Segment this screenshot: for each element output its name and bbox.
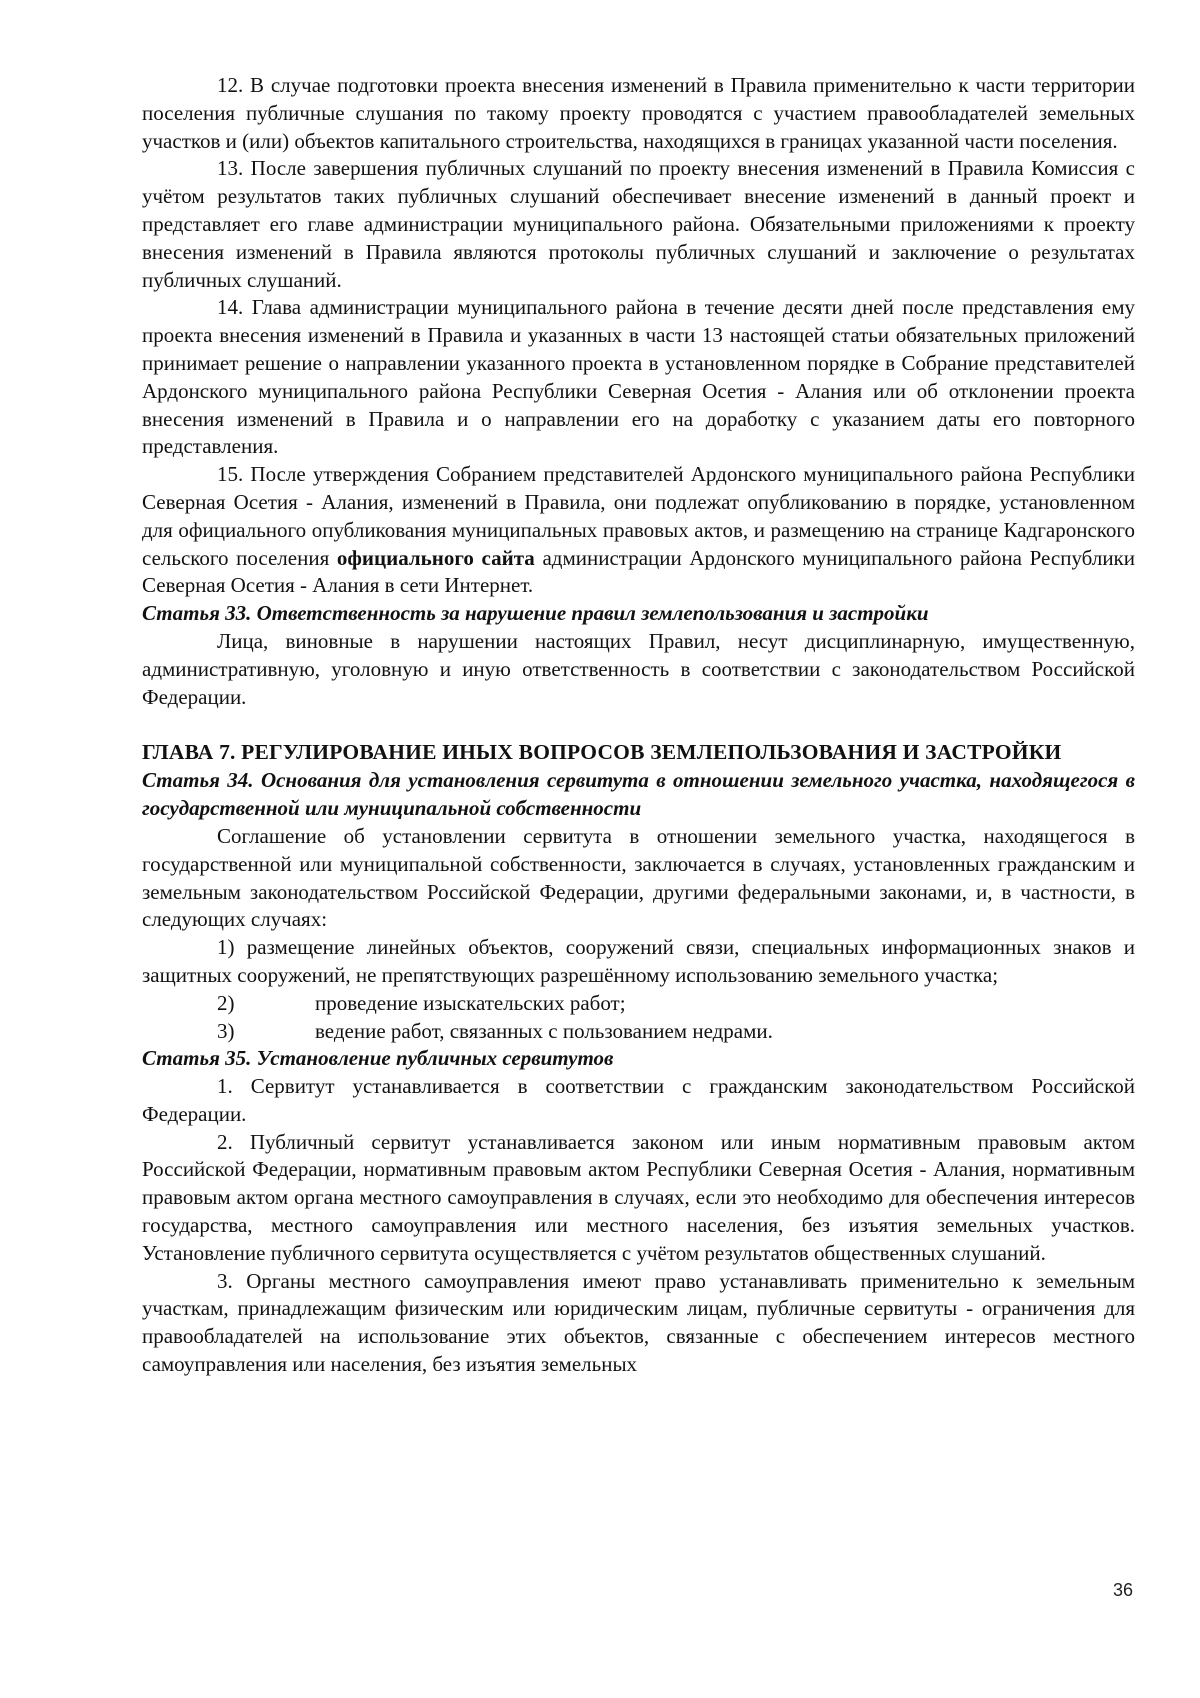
item-number: 3)	[217, 1018, 235, 1043]
article-34-title: Статья 34. Основания для установления сервитута в отношении земельного участка, находящегося в государственной или муниципальной собственности	[142, 768, 1135, 821]
item-number: 2)	[217, 990, 235, 1015]
paragraph-14: 14. Глава администрации муниципального района в течение десяти дней после представления ему проекта внесения изменений в Правила и указанных в части 13 настоящей статьи обязательных приложений принимает решение о направлении указанного проекта в установленном порядке в Собрание представителей Ардонского муниципального района Республики Северная Осетия - Алания или об отклонении проекта внесения изменений в Правила и о направлении его на доработку с указанием даты его повторного представления.	[142, 295, 1135, 459]
article-35-paragraph-2: 2. Публичный сервитут устанавливается законом или иным нормативным правовым актом Российской Федерации, нормативным правовым актом Республики Северная Осетия - Алания, нормативным правовым актом органа местного самоуправления в случаях, если это необходимо для обеспечения интересов государства, местного самоуправления или местного населения, без изъятия земельных участков. Установление публичного сервитута осуществляется с учётом результатов общественных слушаний.	[142, 1129, 1135, 1265]
paragraph-15	[142, 461, 1135, 600]
paragraph-15-text-2: администрации Ардонского муниципального района Республики Северная Осетия - Алания в сети Интернет.	[142, 545, 1135, 598]
article-33-paragraph: Лица, виновные в нарушении настоящих Правил, несут дисциплинарную, имущественную, административную, уголовную и иную ответственность в соответствии с законодательством Российской Федерации.	[142, 628, 1135, 709]
article-35-paragraph-1: 1. Сервитут устанавливается в соответствии с гражданским законодательством Российской Федерации.	[142, 1074, 1135, 1126]
paragraph-15-text-1: 15. После утверждения Собранием представителей Ардонского муниципального района Республики Северная Осетия - Алания, изменений в Правила, они подлежат опубликованию в порядке, установленном для официального опубликования муниципальных правовых актов, и размещению на странице Кадгаронского сельского поселения	[142, 462, 1135, 570]
paragraph-13: 13. После завершения публичных слушаний по проекту внесения изменений в Правила Комиссия с учётом результатов таких публичных слушаний обеспечивает внесение изменений в данный проект и представляет его главе администрации муниципального района. Обязательными приложениями к проекту внесения изменений в Правила являются протоколы публичных слушаний и заключение о результатах публичных слушаний.	[142, 156, 1135, 292]
article-33-title: Статья 33. Ответственность за нарушение правил землепользования и застройки	[142, 601, 929, 626]
article-34-item-2	[142, 990, 1135, 1018]
article-35-paragraph-3: 3. Органы местного самоуправления имеют право устанавливать применительно к земельным участкам, принадлежащим физическим или юридическим лицам, публичные сервитуты - ограничения для правообладателей на использование этих объектов, связанные с обеспечением интересов местного самоуправления или населения, без изъятия земельных	[142, 1268, 1135, 1377]
article-34-item-3	[142, 1018, 1135, 1046]
item-text: ведение работ, связанных с пользованием недрами.	[315, 1018, 773, 1043]
paragraph-15-bold: официального сайта	[336, 545, 535, 570]
chapter-7-title: ГЛАВА 7. РЕГУЛИРОВАНИЕ ИНЫХ ВОПРОСОВ ЗЕМЛЕПОЛЬЗОВАНИЯ И ЗАСТРОЙКИ	[142, 740, 1062, 765]
article-34-paragraph: Соглашение об установлении сервитута в отношении земельного участка, находящегося в государственной или муниципальной собственности, заключается в случаях, установленных гражданским и земельным законодательством Российской Федерации, другими федеральными законами, и, в частности, в следующих случаях:	[142, 823, 1135, 932]
page-number: 36	[1113, 1580, 1134, 1600]
document-page	[142, 72, 1135, 1379]
article-34-item-1: 1) размещение линейных объектов, сооружений связи, специальных информационных знаков и защитных сооружений, не препятствующих разрешённому использованию земельного участка;	[142, 935, 1135, 987]
paragraph-12: 12. В случае подготовки проекта внесения изменений в Правила применительно к части территории поселения публичные слушания по такому проекту проводятся с участием правообладателей земельных участков и (или) объектов капитального строительства, находящихся в границах указанной части поселения.	[142, 73, 1135, 153]
item-text: проведение изыскательских работ;	[315, 990, 626, 1015]
article-35-title: Статья 35. Установление публичных сервитутов	[142, 1046, 614, 1071]
